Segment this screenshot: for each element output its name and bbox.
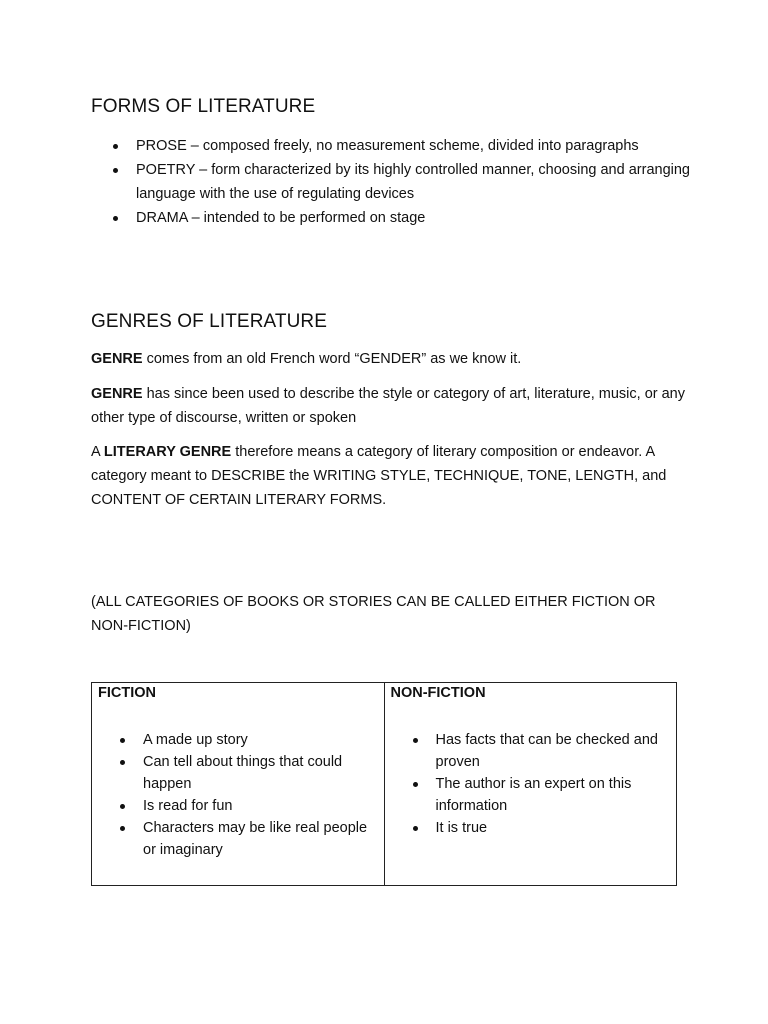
list-item: It is true [411,817,661,839]
bold-term: GENRE [91,351,143,367]
list-item: Can tell about things that could happen [118,751,368,795]
list-item: Has facts that can be checked and proven [411,729,661,773]
list-item: DRAMA – intended to be performed on stage [111,206,691,230]
bold-term: GENRE [91,386,143,402]
literary-genre-paragraph [91,440,691,512]
genre-origin-paragraph [91,347,691,371]
paragraph-text: has since been used to describe the style or category of art, literature, music, or any other type of discourse, written or spoken [91,386,685,426]
list-item: PROSE – composed freely, no measurement scheme, divided into paragraphs [111,134,691,158]
fiction-column [92,683,384,885]
list-item: Characters may be like real people or imaginary [118,817,368,861]
fiction-list [118,729,368,861]
list-item: Is read for fun [118,795,368,817]
fiction-header: FICTION [98,685,156,701]
nonfiction-header: NON-FICTION [390,685,486,701]
paragraph-text: A [91,444,104,460]
nonfiction-column [384,683,677,885]
paragraph-text: therefore means a category of literary composition or endeavor. A category meant to DESCRIBE the WRITING STYLE, TECHNIQUE, TONE, LENGTH, and CONTENT OF CERTAIN LITERARY FORMS. [91,444,667,508]
fiction-nonfiction-table [91,682,677,886]
bold-term: LITERARY GENRE [103,444,232,460]
nonfiction-list [411,729,661,839]
forms-heading: FORMS OF LITERATURE [91,96,316,117]
genres-heading: GENRES OF LITERATURE [91,311,328,332]
list-item: The author is an expert on this information [411,773,661,817]
categories-note: (ALL CATEGORIES OF BOOKS OR STORIES CAN BE CALLED EITHER FICTION OR NON-FICTION) [91,594,656,634]
list-item: POETRY – form characterized by its highly controlled manner, choosing and arranging language with the use of regulating devices [111,158,691,206]
genre-usage-paragraph [91,382,691,430]
paragraph-text: comes from an old French word “GENDER” as we know it. [142,351,522,367]
forms-list [111,134,691,230]
list-item: A made up story [118,729,368,751]
